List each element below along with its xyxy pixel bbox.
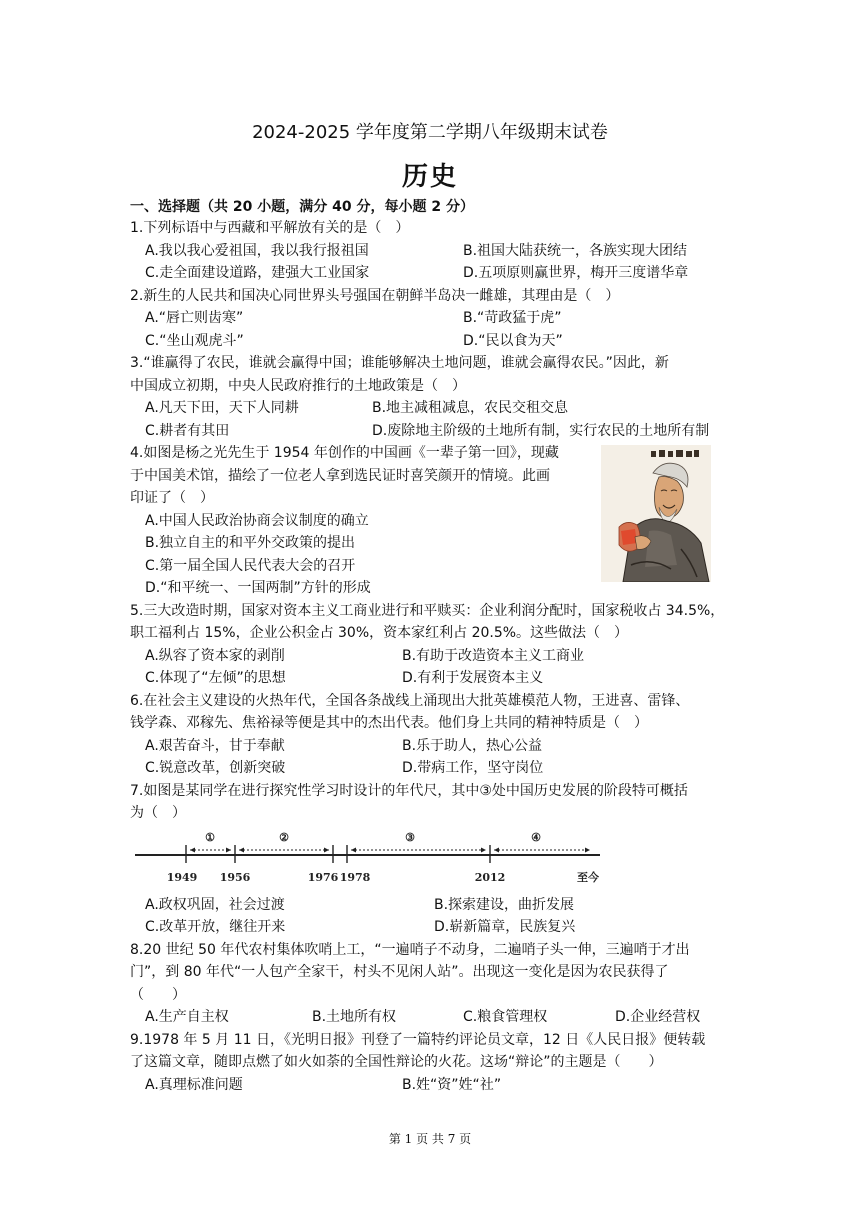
question-7-option-b: B.探索建设，曲折发展 bbox=[434, 897, 575, 913]
question-4-line-1: 4.如图是杨之光先生于 1954 年创作的中国画《一辈子第一回》，现藏 bbox=[130, 445, 559, 461]
question-9-option-a: A.真理标准问题 bbox=[145, 1077, 243, 1093]
subject-title: 历史 bbox=[401, 162, 458, 192]
question-3-option-a: A.凡天下田，天下人同耕 bbox=[145, 400, 299, 416]
question-4-line-3: 印证了（ ） bbox=[130, 490, 214, 506]
question-6-line-1: 6.在社会主义建设的火热年代，全国各条战线上涌现出大批英雄模范人物，王进喜、雷锋、 bbox=[130, 693, 690, 709]
question-1-option-c: C.走全面建设道路，建强大工业国家 bbox=[145, 265, 370, 281]
question-8-line-1: 8.20 世纪 50 年代农村集体吹哨上工，“一遍哨子不动身，二遍哨子头一伸，三遍哨于才出 bbox=[130, 942, 690, 958]
question-5-option-d: D.有利于发展资本主义 bbox=[402, 670, 544, 686]
question-2-stem: 2.新生的人民共和国决心同世界头号强国在朝鲜半岛决一雌雄，其理由是（ ） bbox=[130, 288, 620, 304]
question-3-line-1: 3.“谁赢得了农民，谁就会赢得中国；谁能够解决土地问题，谁就会赢得农民。”因此，新 bbox=[130, 355, 669, 371]
question-6-option-b: B.乐于助人，热心公益 bbox=[402, 738, 543, 754]
question-7-option-c: C.改革开放，继往开来 bbox=[145, 919, 286, 935]
question-8-line-2: 门”，到 80 年代“一人包产全家干，村头不见闲人站”。出现这一变化是因为农民获得了 bbox=[130, 964, 669, 980]
question-6-line-2: 钱学森、邓稼先、焦裕禄等便是其中的杰出代表。他们身上共同的精神特质是（ ） bbox=[130, 715, 648, 731]
question-2-option-c: C.“坐山观虎斗” bbox=[145, 333, 244, 349]
question-4-line-2: 于中国美术馆，描绘了一位老人拿到选民证时喜笑颜开的情境。此画 bbox=[130, 468, 550, 484]
question-2-option-d: D.“民以食为天” bbox=[463, 333, 563, 349]
page-number: 第 1 页 共 7 页 bbox=[388, 1132, 472, 1146]
question-6-option-c: C.锐意改革，创新突破 bbox=[145, 760, 286, 776]
question-1-option-d: D.五项原则赢世界，梅开三度谱华章 bbox=[463, 265, 689, 281]
timeline-figure bbox=[130, 825, 610, 887]
question-3-line-2: 中国成立初期，中央人民政府推行的土地政策是（ ） bbox=[130, 378, 466, 394]
question-8-option-c: C.粮食管理权 bbox=[463, 1009, 548, 1025]
timeline-year-now: 至今 bbox=[577, 871, 599, 884]
question-9-option-b: B.姓“资”姓“社” bbox=[402, 1077, 502, 1093]
timeline-segment-1: ① bbox=[205, 831, 215, 844]
timeline-year-1949: 1949 bbox=[166, 871, 198, 884]
question-3-option-c: C.耕者有其田 bbox=[145, 423, 230, 439]
question-4-option-a: A.中国人民政治协商会议制度的确立 bbox=[145, 513, 369, 529]
question-2-option-b: B.“苛政猛于虎” bbox=[463, 310, 562, 326]
question-1-stem: 1.下列标语中与西藏和平解放有关的是（ ） bbox=[130, 220, 410, 236]
question-8-line-3: （ ） bbox=[130, 987, 186, 1003]
question-5-option-b: B.有助于改造资本主义工商业 bbox=[402, 648, 585, 664]
question-8-option-d: D.企业经营权 bbox=[615, 1009, 701, 1025]
question-9-line-1: 9.1978 年 5 月 11 日，《光明日报》刊登了一篇特约评论员文章，12 日《人民日报》便转载 bbox=[130, 1032, 706, 1048]
question-9-line-2: 了这篇文章，随即点燃了如火如荼的全国性辩论的火花。这场“辩论”的主题是（ ） bbox=[130, 1054, 663, 1070]
question-3-option-b: B.地主减租减息，农民交租交息 bbox=[372, 400, 569, 416]
question-7-option-a: A.政权巩固，社会过渡 bbox=[145, 897, 285, 913]
question-8-option-b: B.土地所有权 bbox=[312, 1009, 397, 1025]
timeline-segment-2: ② bbox=[279, 831, 289, 844]
question-1-option-b: B.祖国大陆获统一，各族实现大团结 bbox=[463, 243, 688, 259]
question-5-option-c: C.体现了“左倾”的思想 bbox=[145, 670, 286, 686]
question-7-option-d: D.崭新篇章，民族复兴 bbox=[434, 919, 576, 935]
question-6-option-d: D.带病工作，坚守岗位 bbox=[402, 760, 544, 776]
question-5-option-a: A.纵容了资本家的剥削 bbox=[145, 648, 285, 664]
exam-title: 2024-2025 学年度第二学期八年级期末试卷 bbox=[252, 122, 608, 143]
timeline-segment-3: ③ bbox=[405, 831, 415, 844]
question-7-line-1: 7.如图是某同学在进行探究性学习时设计的年代尺，其中③处中国历史发展的阶段特可概括 bbox=[130, 783, 688, 799]
question-4-option-c: C.第一届全国人民代表大会的召开 bbox=[145, 558, 356, 574]
question-3-option-d: D.废除地主阶级的土地所有制，实行农民的土地所有制 bbox=[372, 423, 710, 439]
timeline-segment-4: ④ bbox=[531, 831, 541, 844]
question-7-line-2: 为（ ） bbox=[130, 805, 186, 821]
question-5-line-2: 职工福利占 15%，企业公积金占 30%，资本家红利占 20.5%。这些做法（ ） bbox=[130, 625, 629, 641]
question-6-option-a: A.艰苦奋斗，甘于奉献 bbox=[145, 738, 285, 754]
question-5-line-1: 5.三大改造时期，国家对资本主义工商业进行和平赎买：企业利润分配时，国家税收占 34.5%， bbox=[130, 603, 725, 619]
section-heading: 一、选择题（共 20 小题，满分 40 分，每小题 2 分） bbox=[130, 199, 474, 215]
timeline-year-1956: 1956 bbox=[219, 871, 251, 884]
painting-image bbox=[601, 445, 711, 582]
question-4-option-d: D.“和平统一、一国两制”方针的形成 bbox=[145, 580, 371, 596]
question-2-option-a: A.“唇亡则齿寒” bbox=[145, 310, 244, 326]
timeline-year-2012: 2012 bbox=[474, 871, 506, 884]
question-1-option-a: A.我以我心爱祖国，我以我行报祖国 bbox=[145, 243, 369, 259]
question-8-option-a: A.生产自主权 bbox=[145, 1009, 229, 1025]
timeline-year-1978: 1978 bbox=[339, 871, 371, 884]
timeline-year-1976: 1976 bbox=[307, 871, 339, 884]
question-4-option-b: B.独立自主的和平外交政策的提出 bbox=[145, 535, 356, 551]
